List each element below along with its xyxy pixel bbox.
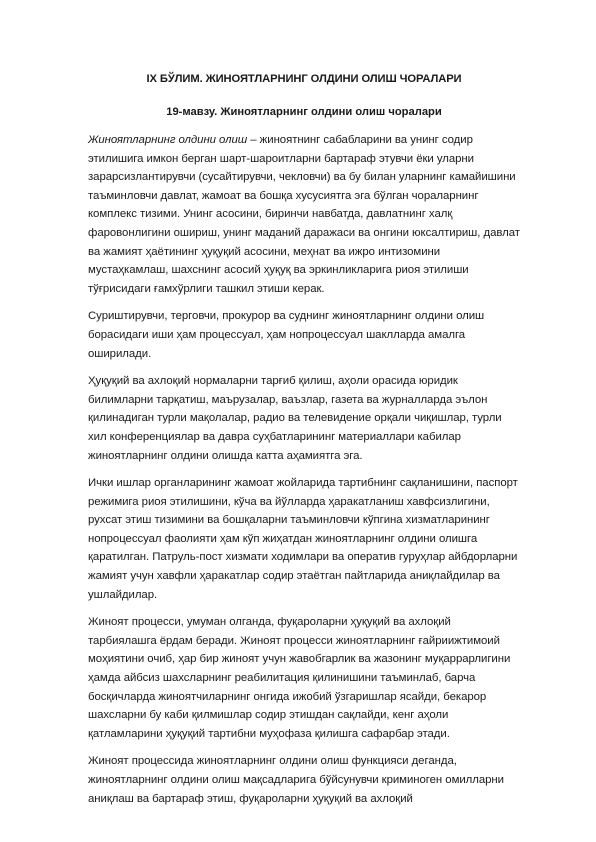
paragraph: Ҳуқуқий ва ахлоқий нормаларни тарғиб қилиш, аҳоли орасида юридик билимларни тарқатиш, маърузалар, ваъзлар, газета ва журналларда эълон қилинадиган турли мақолалар, радио ва телевидение орқали чиқишлар, турли хил конференциялар ва давра суҳбатларининг материаллари кабилар жиноятларнинг олдини олишда катта аҳамиятга эга. (88, 375, 502, 462)
chapter-title: IX БЎЛИМ. ЖИНОЯТЛАРНИНГ ОЛДИНИ ОЛИШ ЧОРАЛАРИ (146, 73, 462, 85)
paragraph: Жиноят процессида жиноятларнинг олдини олиш функцияси деганда, жиноятларнинг олдини олиш мақсадларига бўйсунувчи криминоген омилларни аниқлаш ва бартараф этиш, фуқароларни ҳуқуқий ва ахлоқий (88, 755, 504, 805)
section-title: 19-мавзу. Жиноятларнинг олдини олиш чоралари (166, 106, 442, 118)
paragraph-text: – жиноятнинг сабабларини ва унинг содир этилишига имкон берган шарт-шароитларни бартараф этувчи ёки уларни зарарсизлантирувчи (сусайтирувчи, чекловчи) ва бу билан уларнинг камайишини таъминловчи давлат, жамоат ва бошқа хусусиятга эга бўлган чораларнинг комплекс тизими. Унинг асосини, биринчи навбатда, давлатнинг халқ фаровонлигини ошириш, унинг маданий даражаси ва онгини юксалтириш, давлат ва жамият ҳаётининг ҳуқуқий асосини, меҳнат ва ижро интизомини мустаҳкамлаш, шахснинг асосий ҳуқуқ ва эркинликларига риоя этилиши тўғрисидаги ғамхўрлиги ташкил этиши керак. (88, 134, 520, 295)
document-page (88, 72, 520, 817)
paragraph-definition (88, 131, 520, 298)
defined-term: Жиноятларнинг олдини олиш (88, 134, 248, 146)
paragraph: Суриштирувчи, терговчи, прокурор ва суднинг жиноятларнинг олдини олиш борасидаги иши ҳам процессуал, ҳам нопроцессуал шаклларда амалга оширилади. (88, 310, 485, 360)
paragraph: Жиноят процесси, умуман олганда, фуқароларни ҳуқуқий ва ахлоқий тарбиялашга ёрдам беради. Жиноят процесси жиноятларнинг ғайриижтимоий моҳиятини очиб, ҳар бир жиноят учун жавобгарлик ва жазонинг муқаррарлигини ҳамда айбсиз шахсларнинг реабилитация қилинишини таъминлаб, барча босқичларда жиноятчиларнинг онгида ижобий ўзгаришлар ясайди, бекарор шахсларни бу каби қилмишлар содир этишдан сақлайди, кенг аҳоли қатламларини ҳуқуқий тартибни муҳофаза қилишга сафарбар этади. (88, 616, 511, 740)
paragraph: Ички ишлар органларининг жамоат жойларида тартибнинг сақланишини, паспорт режимига риоя этилишини, кўча ва йўлларда ҳаракатланиш хавфсизлигини, рухсат этиш тизимини ва бошқаларни таъминловчи кўпгина хизматларининг нопроцессуал фаолияти ҳам кўп жиҳатдан жиноятларнинг олдини олишга қаратилган. Патруль-пост хизмати ходимлари ва оператив гуруҳлар айбдорларни жамият учун хавфли ҳаракатлар содир этаётган пайтларида аниқлайдилар ва ушлайдилар. (88, 477, 518, 601)
